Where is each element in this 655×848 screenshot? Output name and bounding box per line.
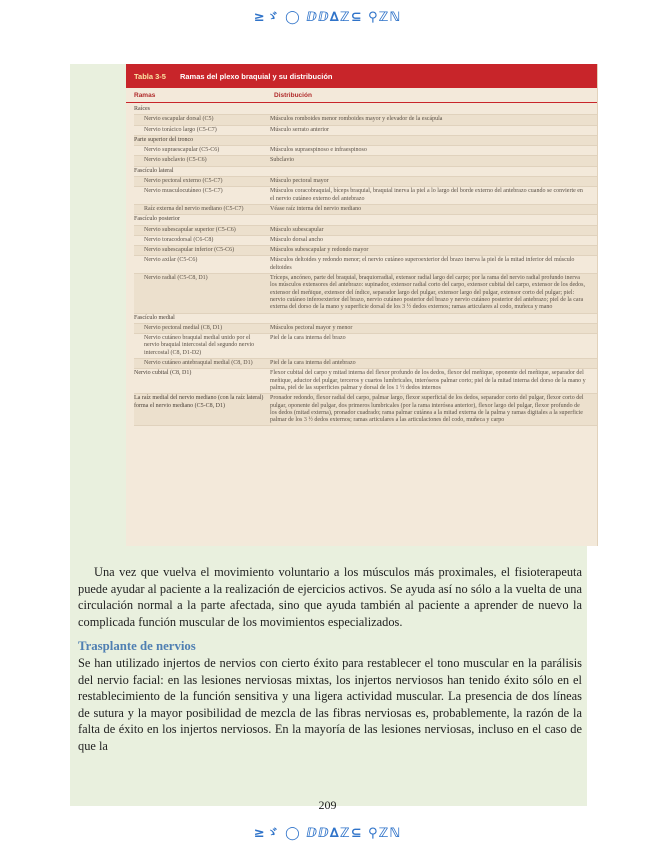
table-body: [126, 103, 597, 426]
section-heading: Trasplante de nervios: [78, 639, 196, 654]
table-cell-ramas: Nervio radial (C5-C8, D1): [144, 275, 208, 282]
table-cell-distribucion: Flexor cubital del carpo y mitad interna del flexor profundo de los dedos, flexor del meñique, oponente del meñique, separador del meñique, aductor del pulgar, terceros y cuartos lumbricales, interóseos palmar corto; piel de la mitad interna del dorso de la mano y palma, piel de las superficies palmar y dorsal de los 1 ½ dedos internos: [270, 370, 586, 391]
table-cell-distribucion: Pronador redondo, flexor radial del carpo, palmar largo, flexor superficial de los dedos, separador corto del pulgar, flexor corto del pulgar, oponente del pulgar, dos primeros lumbricales (por la rama interósea anterior), flexor largo del pulgar, flexor profundo de los dedos (mitad externa), pronador cuadrado; rama palmar cutánea a la mitad externa de la palma y ramas digitales a la superficie palmar de los 3 ½ dedos externos; ramas articulares a las articulaciones del codo, muñeca y carpo: [270, 395, 584, 424]
table-cell-ramas: Raíz externa del nervio mediano (C5-C7): [144, 205, 244, 212]
watermark-bottom: ≥ゞ ◯ ⅅⅅ∆ℤ⊆ ⚲ℤℕ: [253, 826, 402, 841]
table-column-headers: [126, 88, 597, 103]
table-row: [134, 167, 597, 177]
table-row: [134, 334, 597, 359]
table-cell-ramas: Nervio subclavio (C5-C6): [144, 157, 207, 164]
table-row: [134, 215, 597, 225]
table-cell-distribucion: [270, 315, 586, 322]
table-cell-distribucion: [270, 137, 586, 144]
table-cell-distribucion: [270, 106, 586, 113]
table-cell-distribucion: Músculos coracobraquial, bíceps braquial, braquial inerva la piel a lo largo del borde externo del antebrazo cuando se convierte en el nervio cutáneo externo del antebrazo: [270, 188, 583, 202]
table-cell-ramas: Nervio escapular dorsal (C5): [144, 116, 214, 123]
table-cell-ramas: Nervio supraescapular (C5-C6): [144, 147, 220, 154]
table-label: Tabla 3-5: [134, 71, 166, 81]
table-cell-ramas: Nervio toracodorsal (C6-C8): [144, 236, 214, 243]
table-cell-ramas: Nervio subescapular superior (C5-C6): [144, 226, 236, 233]
table-row: [134, 236, 597, 246]
table-row: [134, 126, 597, 136]
table-row: [134, 226, 597, 236]
table-cell-distribucion: Músculos pectoral mayor y menor: [270, 324, 353, 331]
table-row: [134, 369, 597, 394]
table-row: [134, 246, 597, 256]
table-cell-ramas: Nervio pectoral medial (C8, D1): [144, 324, 223, 331]
paragraph: Una vez que vuelva el movimiento voluntario a los músculos más proximales, el fisioterapeuta puede ayudar al paciente a la realización de ejercicios activos. Se ayuda así no sólo a la vuelta de una circulación normal a la parte afectada, sino que ayuda también al paciente a aprender de nuevo la complicada función muscular de los movimientos especializados.: [78, 565, 582, 629]
watermark-top: ≥ゞ ◯ ⅅⅅ∆ℤ⊆ ⚲ℤℕ: [253, 10, 402, 25]
body-text: [78, 564, 582, 755]
page-number: 209: [318, 798, 337, 812]
table-cell-ramas: Fascículo lateral: [134, 167, 174, 174]
table-title: Ramas del plexo braquial y su distribución: [179, 71, 333, 81]
table-cell-distribucion: Músculo serrato anterior: [270, 126, 329, 133]
table-cell-ramas: Nervio cubital (C8, D1): [134, 370, 192, 377]
table-cell-ramas: Nervio axilar (C5-C6): [144, 257, 198, 264]
table-cell-distribucion: Músculos supraespinoso e infraespinoso: [270, 147, 367, 154]
table-cell-ramas: Nervio cutáneo braquial medial unido por el nervio braquial intercostal del segundo nervio intercostal (C8, D1-D2): [144, 335, 255, 356]
table-cell-distribucion: Véase raíz interna del nervio mediano: [270, 205, 362, 212]
table-cell-ramas: Nervio musculocutáneo (C5-C7): [144, 188, 223, 195]
table-cell-distribucion: Tríceps, ancóneo, parte del braquial, braquiorradial, extensor radial largo del carpo; por la rama del nervio radial profundo inerva los músculos extensores del antebrazo: supinador, extensor radial corto del carpo, extensor cubital del carpo, extensor de los dedos, extensor del meñique, extensor del índice, separador largo del pulgar, extensor largo del pulgar, extensor corto del pulgar; piel: nervio cutáneo inferoexterior del brazo, nervio cutáneo posterior del brazo y nervio cutáneo posterior del antebrazo; piel de la cara externa del dorso de la mano y superficie dorsal de los 3 ½ dedos externos; ramas articulares al codo, muñeca y mano: [270, 275, 585, 311]
table-cell-distribucion: Piel de la cara interna del brazo: [270, 335, 346, 342]
table-row: [134, 115, 597, 125]
table-cell-ramas: Nervio torácico largo (C5-C7): [144, 126, 217, 133]
table-cell-ramas: Fascículo medial: [134, 314, 175, 321]
table-cell-distribucion: Músculos subescapular y redondo mayor: [270, 247, 369, 254]
table-cell-ramas: Nervio cutáneo antebraquial medial (C8, D1): [144, 360, 253, 367]
paragraph: Se han utilizado injertos de nervios con cierto éxito para restablecer el tono muscular en la parálisis del nervio facial: en las lesiones nerviosas mixtas, los injertos nerviosos han tenido éxito sólo en el restablecimiento de la función sensitiva y una ligera actividad muscular. La presencia de dos líneas de sutura y la mayor posibilidad de mezcla de las fibras nerviosas es, probablemente, la razón de la falta de éxito en los injertos nerviosos. En la mayoría de las lesiones nerviosas, incluso en el caso de que la: [78, 655, 582, 753]
nerve-table-image: [126, 64, 598, 546]
table-cell-ramas: Nervio subescapular inferior (C5-C6): [144, 247, 235, 254]
table-row: [134, 205, 597, 215]
table-row: [134, 314, 597, 324]
table-row: [134, 394, 597, 426]
table-row: [134, 324, 597, 334]
table-row: [134, 256, 597, 274]
table-row: [134, 274, 597, 313]
table-cell-distribucion: Piel de la cara interna del antebrazo: [270, 360, 356, 367]
table-cell-ramas: La raíz medial del nervio mediano (con la raíz lateral) forma el nervio mediano (C5-C8, D1): [134, 395, 264, 409]
table-row: [134, 146, 597, 156]
table-cell-ramas: Fascículo posterior: [134, 216, 180, 223]
table-row: [134, 177, 597, 187]
table-row: [134, 359, 597, 369]
table-cell-ramas: Raíces: [134, 106, 150, 112]
table-cell-distribucion: [270, 216, 586, 223]
page-content: [70, 64, 587, 806]
table-header: [126, 64, 597, 88]
table-cell-distribucion: Músculo pectoral mayor: [270, 178, 329, 185]
table-cell-distribucion: Subclavio: [270, 157, 294, 164]
table-cell-distribucion: [270, 168, 586, 175]
table-row: [134, 136, 597, 146]
table-cell-distribucion: Músculos romboides menor romboides mayor y elevador de la escápula: [270, 116, 443, 123]
table-row: [134, 187, 597, 205]
table-cell-distribucion: Músculo subescapular: [270, 226, 324, 233]
table-cell-distribucion: Músculos deltoides y redondo menor; el nervio cutáneo superoexterior del brazo inerva la piel de la mitad inferior del músculo deltoides: [270, 257, 575, 271]
table-row: [134, 156, 597, 166]
table-cell-ramas: Nervio pectoral externo (C5-C7): [144, 178, 223, 185]
table-cell-distribucion: Músculo dorsal ancho: [270, 236, 323, 243]
table-row: [134, 105, 597, 115]
column-header-distribucion: Distribución: [274, 91, 312, 99]
table-cell-ramas: Parte superior del tronco: [134, 136, 194, 143]
column-header-ramas: Ramas: [134, 91, 156, 99]
